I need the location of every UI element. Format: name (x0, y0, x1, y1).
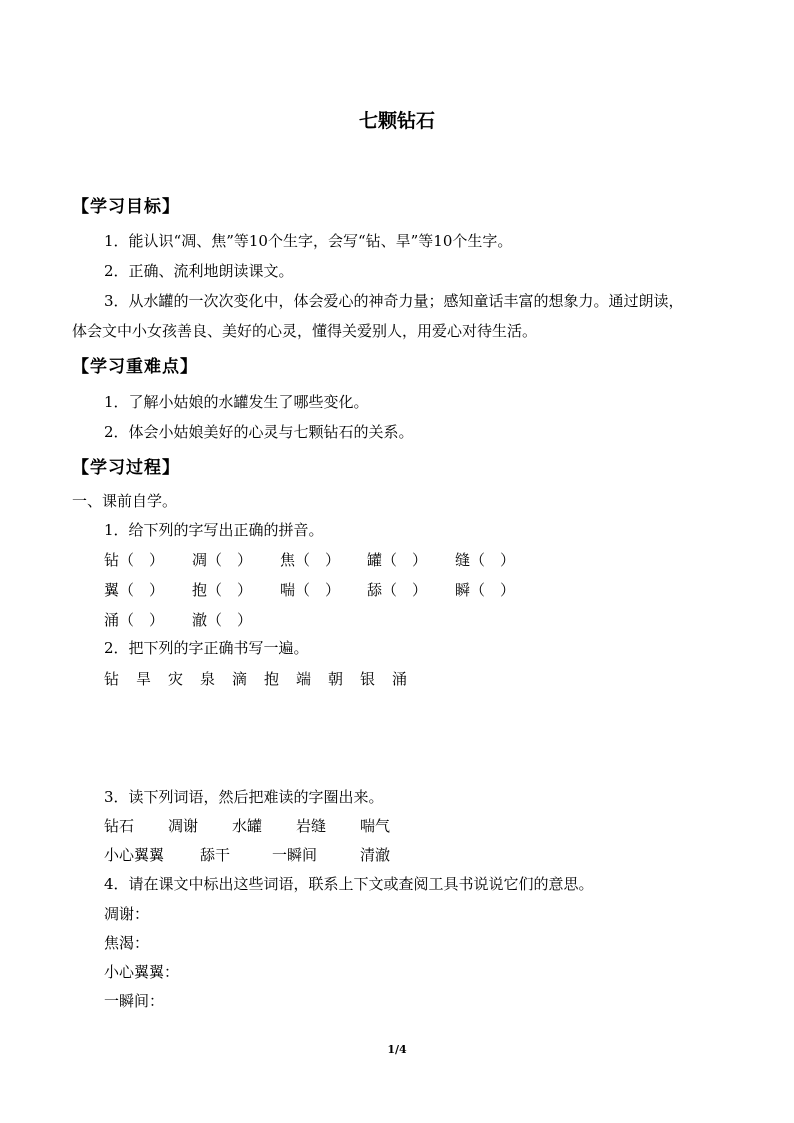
question-3: 3．读下列词语，然后把难读的字圈出来。 (104, 788, 384, 806)
write-char: 涌 (392, 670, 408, 688)
pinyin-item: 喘（ ） (280, 581, 341, 599)
meaning-item-3: 小心翼翼： (104, 963, 180, 981)
pinyin-item: 翼（ ） (104, 581, 165, 599)
part1-title: 一、课前自学。 (72, 492, 178, 510)
goal-item-3: 3．从水罐的一次次变化中，体会爱心的神奇力量；感知童话丰富的想象力。通过朗读， (104, 292, 684, 310)
write-char: 银 (360, 670, 376, 688)
meaning-item-1: 凋谢： (104, 905, 150, 923)
word-item: 清澈 (360, 846, 391, 864)
write-char: 抱 (264, 670, 280, 688)
key-point-item-2: 2．体会小姑娘美好的心灵与七颗钻石的关系。 (104, 423, 414, 441)
word-item: 小心翼翼 (104, 846, 165, 864)
word-item: 水罐 (232, 817, 263, 835)
goal-item-3-continued: 体会文中小女孩善良、美好的心灵，懂得关爱别人，用爱心对待生活。 (72, 322, 538, 340)
pinyin-item: 罐（ ） (367, 551, 428, 569)
word-item: 钻石 (104, 817, 135, 835)
goal-item-1: 1．能认识“凋、焦”等10个生字，会写“钻、旱”等10个生字。 (104, 232, 513, 250)
write-char: 灾 (168, 670, 184, 688)
pinyin-item: 焦（ ） (280, 551, 341, 569)
write-char: 滴 (232, 670, 248, 688)
word-item: 舔干 (200, 846, 231, 864)
pinyin-item: 舔（ ） (367, 581, 428, 599)
word-item: 岩缝 (296, 817, 327, 835)
goal-item-2: 2．正确、流利地朗读课文。 (104, 262, 294, 280)
pinyin-item: 钻（ ） (104, 551, 165, 569)
section-heading-key-points: 【学习重难点】 (72, 357, 198, 377)
meaning-item-2: 焦渴： (104, 934, 150, 952)
section-heading-goals: 【学习目标】 (72, 197, 180, 217)
section-heading-process: 【学习过程】 (72, 458, 180, 478)
page-number: 1/4 (387, 1043, 407, 1056)
pinyin-item: 澈（ ） (192, 611, 253, 629)
question-1: 1．给下列的字写出正确的拼音。 (104, 521, 324, 539)
pinyin-item: 凋（ ） (192, 551, 253, 569)
question-4: 4．请在课文中标出这些词语，联系上下文或查阅工具书说说它们的意思。 (104, 875, 594, 893)
word-item: 喘气 (360, 817, 391, 835)
pinyin-item: 涌（ ） (104, 611, 165, 629)
key-point-item-1: 1．了解小姑娘的水罐发生了哪些变化。 (104, 393, 369, 411)
question-2: 2．把下列的字正确书写一遍。 (104, 639, 309, 657)
pinyin-item: 瞬（ ） (455, 581, 516, 599)
write-char: 泉 (200, 670, 216, 688)
page-title: 七颗钻石 (358, 110, 435, 132)
pinyin-item: 缝（ ） (455, 551, 516, 569)
write-char: 端 (296, 670, 312, 688)
word-item: 凋谢 (168, 817, 199, 835)
write-char: 旱 (136, 670, 152, 688)
meaning-item-4: 一瞬间： (104, 992, 165, 1010)
write-char: 朝 (328, 670, 344, 688)
pinyin-item: 抱（ ） (192, 581, 253, 599)
write-char: 钻 (104, 670, 120, 688)
word-item: 一瞬间 (272, 846, 318, 864)
